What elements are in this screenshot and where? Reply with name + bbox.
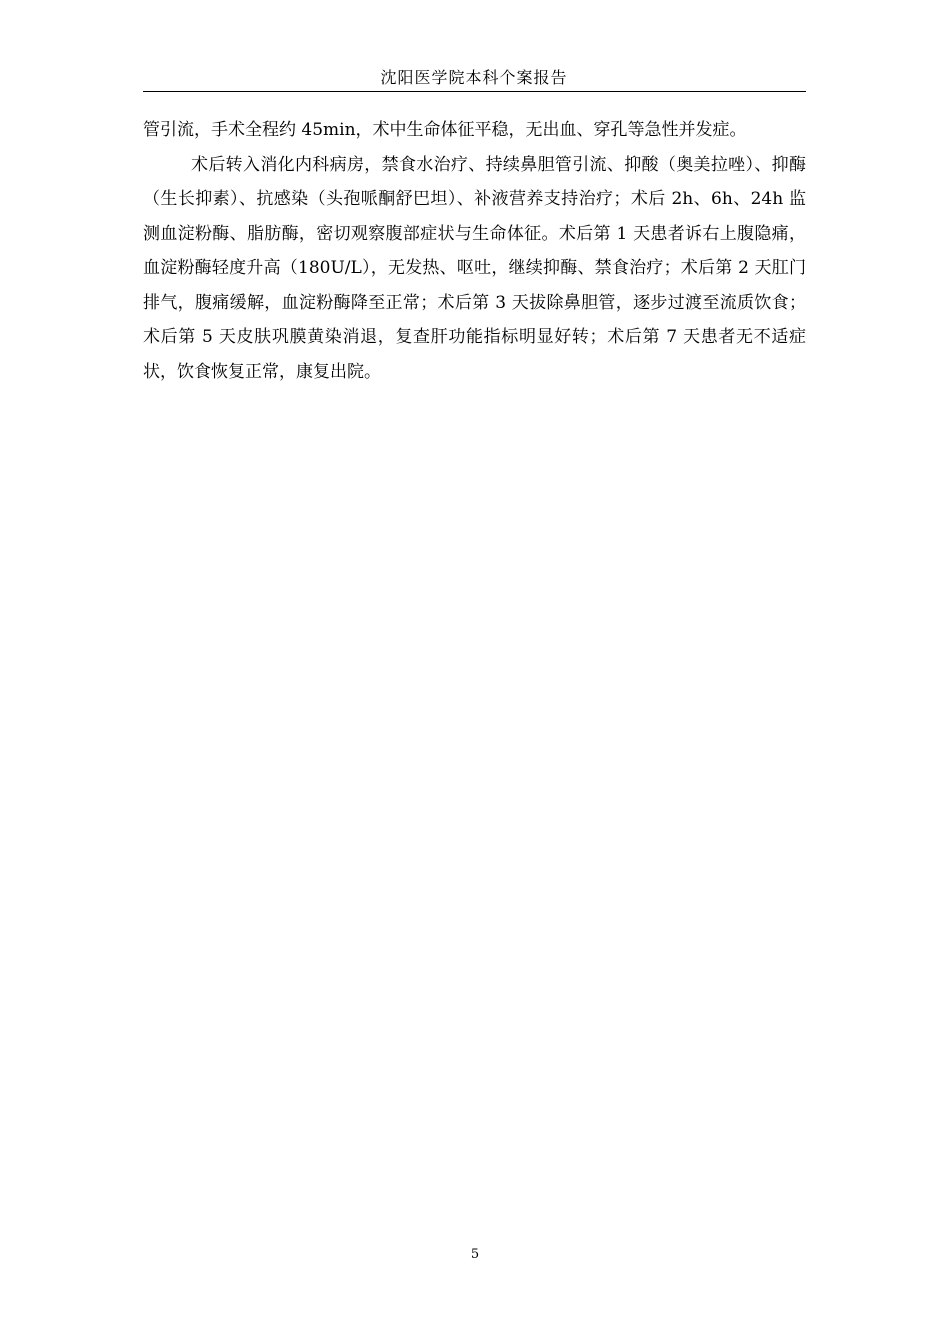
- paragraph-postoperative-course: 术后转入消化内科病房，禁食水治疗、持续鼻胆管引流、抑酸（奥美拉唑）、抑酶（生长抑素）、抗感染（头孢哌酮舒巴坦）、补液营养支持治疗；术后 2h、6h、24h 监测血淀粉酶、脂肪酶，密切观察腹部症状与生命体征。术后第 1 天患者诉右上腹隐痛，血淀粉酶轻度升高（180U/L），无发热、呕吐，继续抑酶、禁食治疗；术后第 2 天肛门排气，腹痛缓解，血淀粉酶降至正常；术后第 3 天拔除鼻胆管，逐步过渡至流质饮食；术后第 5 天皮肤巩膜黄染消退，复查肝功能指标明显好转；术后第 7 天患者无不适症状，饮食恢复正常，康复出院。: [143, 154, 806, 382]
- body-text: [143, 113, 806, 389]
- running-header: 沈阳医学院本科个案报告: [380, 68, 568, 87]
- paragraph-continuation: 管引流，手术全程约 45min，术中生命体征平稳，无出血、穿孔等急性并发症。: [143, 120, 747, 140]
- header-divider: [143, 91, 806, 92]
- page-number: 5: [470, 1247, 480, 1262]
